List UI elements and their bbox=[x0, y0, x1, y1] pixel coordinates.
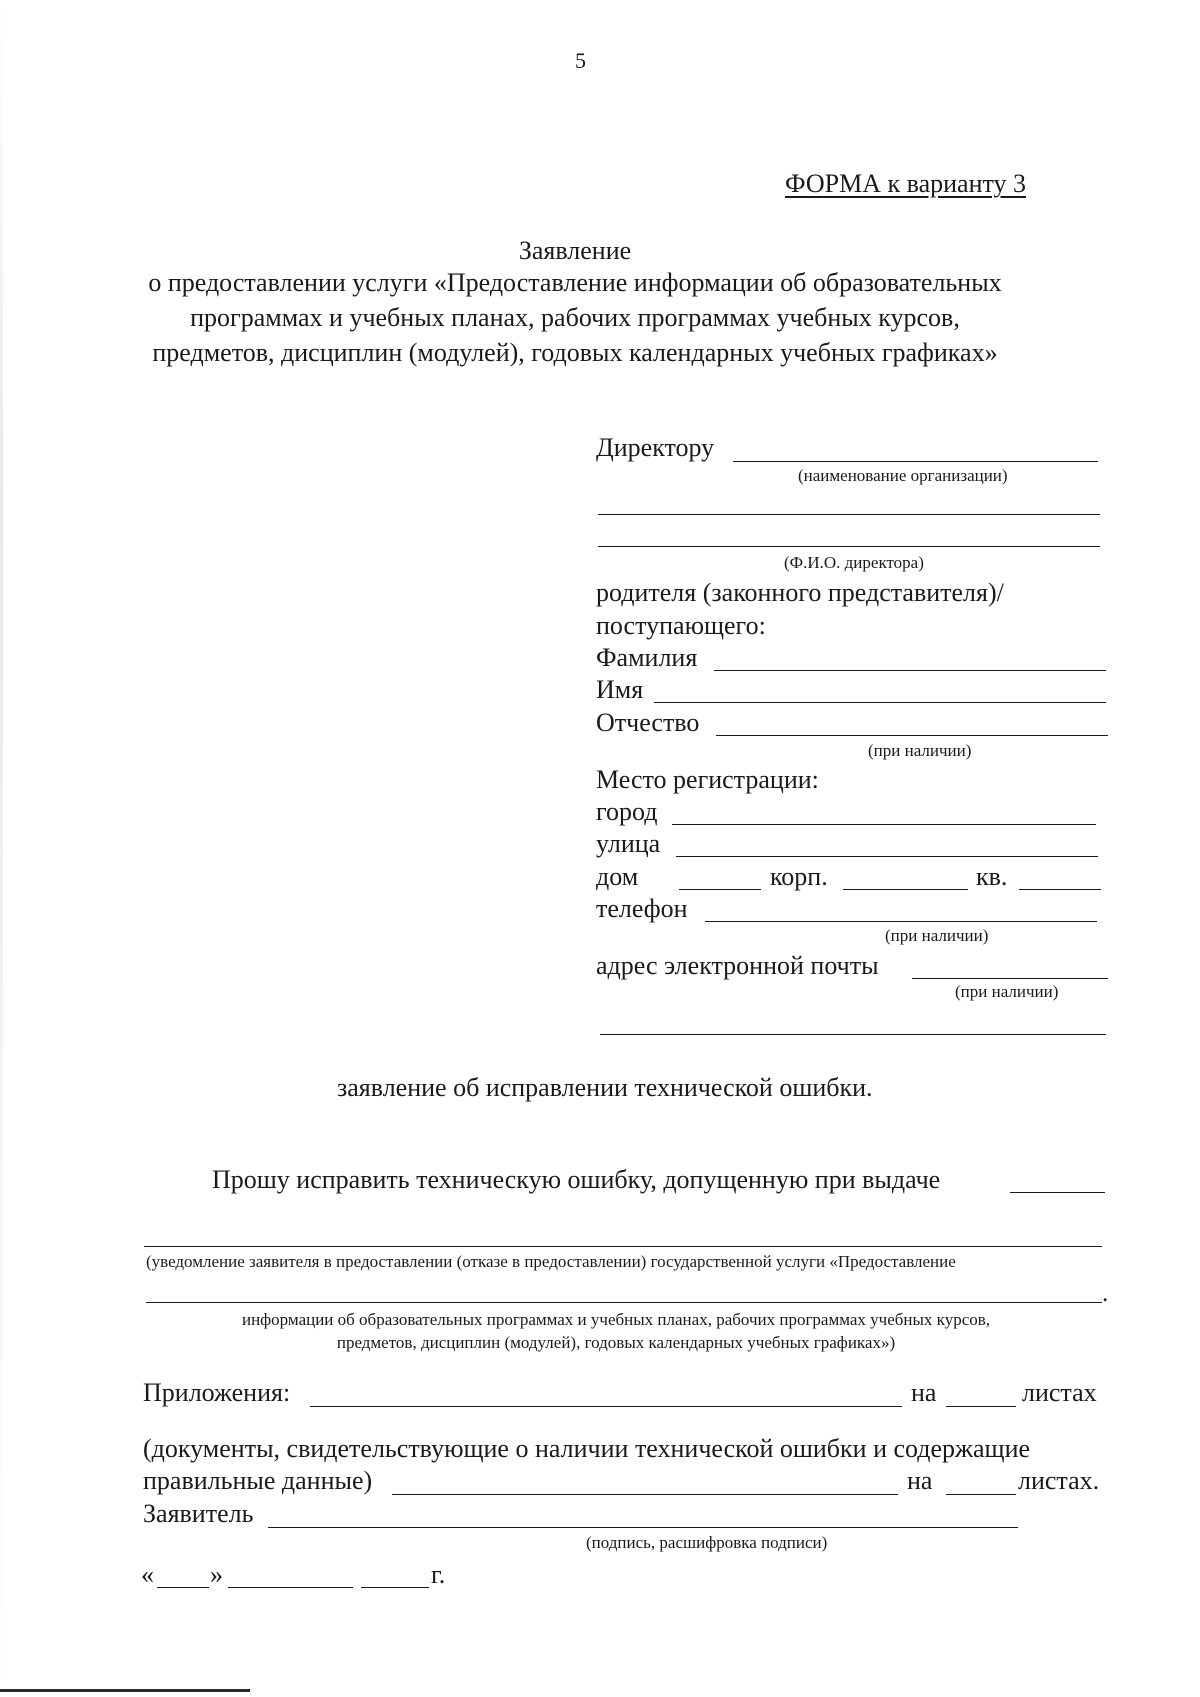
title-line-1: Заявление bbox=[518, 236, 632, 265]
extra-address-field[interactable] bbox=[600, 1034, 1106, 1035]
documents-line-1: (документы, свидетельствующие о наличии технической ошибки и содержащие bbox=[143, 1434, 1031, 1463]
title-line-3: программах и учебных планах, рабочих программах учебных курсов, bbox=[190, 303, 960, 332]
request-text: Прошу исправить техническую ошибку, допущенную при выдаче bbox=[212, 1165, 941, 1194]
name-field[interactable] bbox=[654, 702, 1106, 703]
documents-sheets-label: листах. bbox=[1018, 1466, 1100, 1495]
notice-dot: . bbox=[1102, 1280, 1109, 1307]
building-field[interactable] bbox=[843, 889, 968, 890]
date-month-field[interactable] bbox=[228, 1587, 353, 1588]
apartment-label: кв. bbox=[976, 862, 1008, 891]
city-label: город bbox=[596, 797, 658, 826]
notice-field-1[interactable] bbox=[144, 1246, 1102, 1247]
date-year-field[interactable] bbox=[361, 1587, 429, 1588]
request-document-field[interactable] bbox=[1010, 1192, 1105, 1193]
date-day-field[interactable] bbox=[157, 1587, 209, 1588]
date-open-quote: « bbox=[141, 1560, 154, 1589]
director-fio-field[interactable] bbox=[598, 546, 1100, 547]
email-hint: (при наличии) bbox=[955, 982, 1059, 1001]
attachments-label: Приложения: bbox=[143, 1378, 291, 1407]
city-field[interactable] bbox=[672, 824, 1096, 825]
parent-line-1: родителя (законного представителя)/ bbox=[596, 578, 1004, 607]
director-org-field-2[interactable] bbox=[598, 514, 1100, 515]
surname-label: Фамилия bbox=[596, 643, 698, 672]
notice-hint-3: предметов, дисциплин (модулей), годовых календарных учебных графиках») bbox=[336, 1333, 896, 1352]
building-label: корп. bbox=[770, 862, 828, 891]
attachments-sheets-field[interactable] bbox=[946, 1406, 1016, 1407]
email-label: адрес электронной почты bbox=[596, 951, 879, 980]
attachments-sheets-label: листах bbox=[1022, 1378, 1097, 1407]
signature-hint: (подпись, расшифровка подписи) bbox=[586, 1533, 828, 1552]
documents-field[interactable] bbox=[392, 1494, 898, 1495]
applicant-label: Заявитель bbox=[143, 1499, 254, 1528]
director-org-field[interactable] bbox=[733, 461, 1098, 462]
notice-hint-2: информации об образовательных программах и учебных планах, рабочих программах учебных курсов, bbox=[241, 1310, 991, 1329]
page-number: 5 bbox=[575, 48, 586, 73]
attachments-on-label: на bbox=[911, 1378, 937, 1407]
documents-line-2: правильные данные) bbox=[143, 1466, 373, 1495]
director-label: Директору bbox=[596, 433, 715, 462]
phone-field[interactable] bbox=[705, 921, 1097, 922]
documents-on-label: на bbox=[907, 1466, 933, 1495]
form-label: ФОРМА к варианту 3 bbox=[785, 169, 1026, 198]
fio-hint: (Ф.И.О. директора) bbox=[784, 553, 924, 572]
attachments-field[interactable] bbox=[310, 1406, 902, 1407]
phone-hint: (при наличии) bbox=[885, 926, 989, 945]
street-field[interactable] bbox=[676, 856, 1098, 857]
email-field[interactable] bbox=[912, 978, 1108, 979]
street-label: улица bbox=[596, 829, 661, 858]
date-year-suffix: г. bbox=[431, 1560, 446, 1589]
patronymic-hint: (при наличии) bbox=[868, 741, 972, 760]
patronymic-field[interactable] bbox=[716, 735, 1108, 736]
registration-label: Место регистрации: bbox=[596, 765, 819, 794]
documents-sheets-field[interactable] bbox=[946, 1494, 1016, 1495]
applicant-signature-field[interactable] bbox=[268, 1527, 1018, 1528]
title-line-4: предметов, дисциплин (модулей), годовых календарных учебных графиках» bbox=[152, 338, 998, 367]
house-field[interactable] bbox=[679, 889, 761, 890]
subject-text: заявление об исправлении технической ошибки. bbox=[337, 1073, 873, 1102]
phone-label: телефон bbox=[596, 894, 688, 923]
title-line-2: о предоставлении услуги «Предоставление информации об образовательных bbox=[148, 268, 1002, 297]
notice-hint-1: (уведомление заявителя в предоставлении (отказе в предоставлении) государственной услуги «Предоставление bbox=[146, 1252, 956, 1271]
scan-bottom-edge bbox=[0, 1689, 250, 1692]
name-label: Имя bbox=[596, 675, 644, 704]
parent-line-2: поступающего: bbox=[596, 611, 766, 640]
date-close-quote: » bbox=[210, 1560, 223, 1589]
notice-field-2[interactable] bbox=[146, 1302, 1102, 1303]
patronymic-label: Отчество bbox=[596, 708, 700, 737]
house-label: дом bbox=[596, 862, 639, 891]
org-hint: (наименование организации) bbox=[798, 466, 1008, 485]
surname-field[interactable] bbox=[714, 670, 1106, 671]
apartment-field[interactable] bbox=[1019, 889, 1101, 890]
